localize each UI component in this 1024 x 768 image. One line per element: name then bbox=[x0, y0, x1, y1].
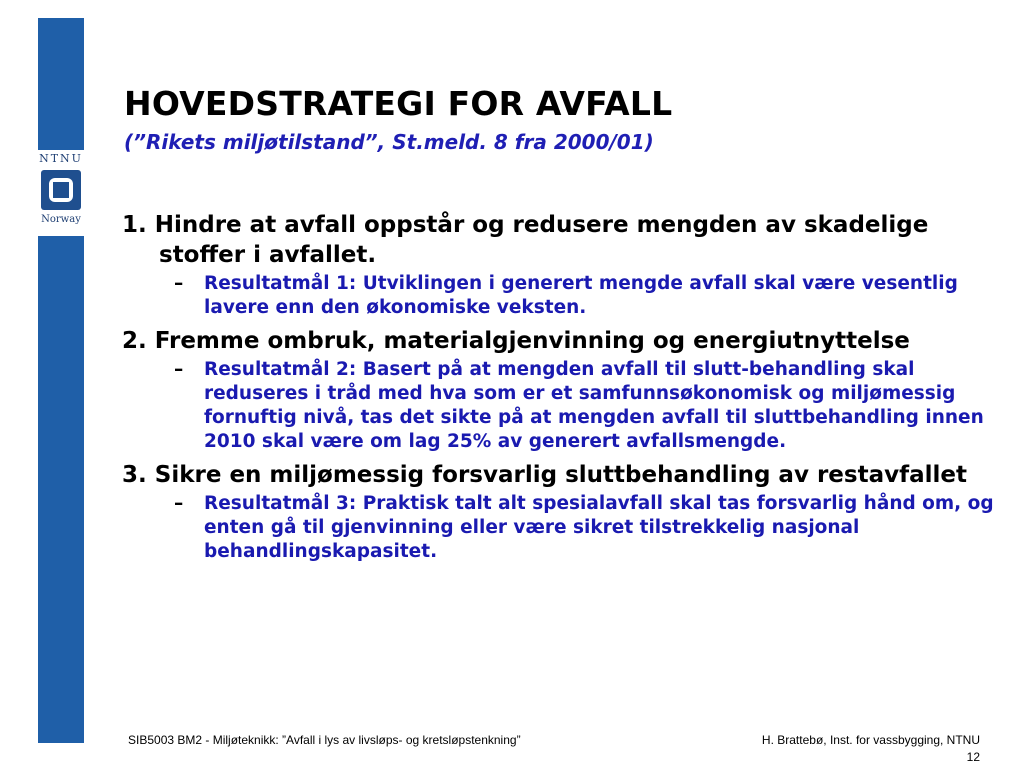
slide-content bbox=[122, 210, 1002, 570]
sub-point-2 bbox=[174, 358, 1002, 454]
sub-point-text: Resultatmål 1: Utviklingen i generert mengde avfall skal være vesentlig lavere enn den økonomiske veksten. bbox=[204, 273, 958, 318]
point-1: 1. Hindre at avfall oppstår og redusere mengden av skadelige stoffer i avfallet. bbox=[122, 212, 929, 268]
ntnu-logo bbox=[35, 150, 87, 236]
dash-bullet: – bbox=[174, 273, 184, 294]
logo-top-text: NTNU bbox=[39, 152, 83, 165]
point-2: 2. Fremme ombruk, materialgjenvinning og energiutnyttelse bbox=[122, 328, 910, 354]
sub-point-1 bbox=[174, 272, 1002, 320]
page-number: 12 bbox=[966, 750, 980, 764]
dash-bullet: – bbox=[174, 359, 184, 380]
point-3: 3. Sikre en miljømessig forsvarlig sluttbehandling av restavfallet bbox=[122, 462, 967, 488]
side-band bbox=[38, 18, 84, 743]
footer-course: SIB5003 BM2 - Miljøteknikk: ”Avfall i lys av livsløps- og kretsløpstenkning” bbox=[128, 733, 521, 747]
sub-point-text: Resultatmål 2: Basert på at mengden avfall til slutt-behandling skal reduseres i tråd med hva som er et samfunnsøkonomisk og miljømessig fornuftig nivå, tas det sikte på at mengden avfall til sluttbehandling innen 2010 skal være om lag 25% av generert avfallsmengde. bbox=[204, 359, 984, 452]
slide-title: HOVEDSTRATEGI FOR AVFALL bbox=[124, 84, 673, 123]
sub-point-3 bbox=[174, 492, 1002, 564]
logo-bottom-text: Norway bbox=[41, 214, 81, 225]
dash-bullet: – bbox=[174, 493, 184, 514]
footer-author: H. Brattebø, Inst. for vassbygging, NTNU bbox=[761, 733, 980, 747]
slide-subtitle: (”Rikets miljøtilstand”, St.meld. 8 fra 2000/01) bbox=[124, 130, 654, 154]
logo-mark-icon bbox=[41, 170, 81, 210]
logo-mark-core bbox=[53, 182, 69, 198]
sub-point-text: Resultatmål 3: Praktisk talt alt spesialavfall skal tas forsvarlig hånd om, og enten gå til gjenvinning eller være sikret tilstrekkelig nasjonal behandlingskapasitet. bbox=[204, 493, 994, 562]
